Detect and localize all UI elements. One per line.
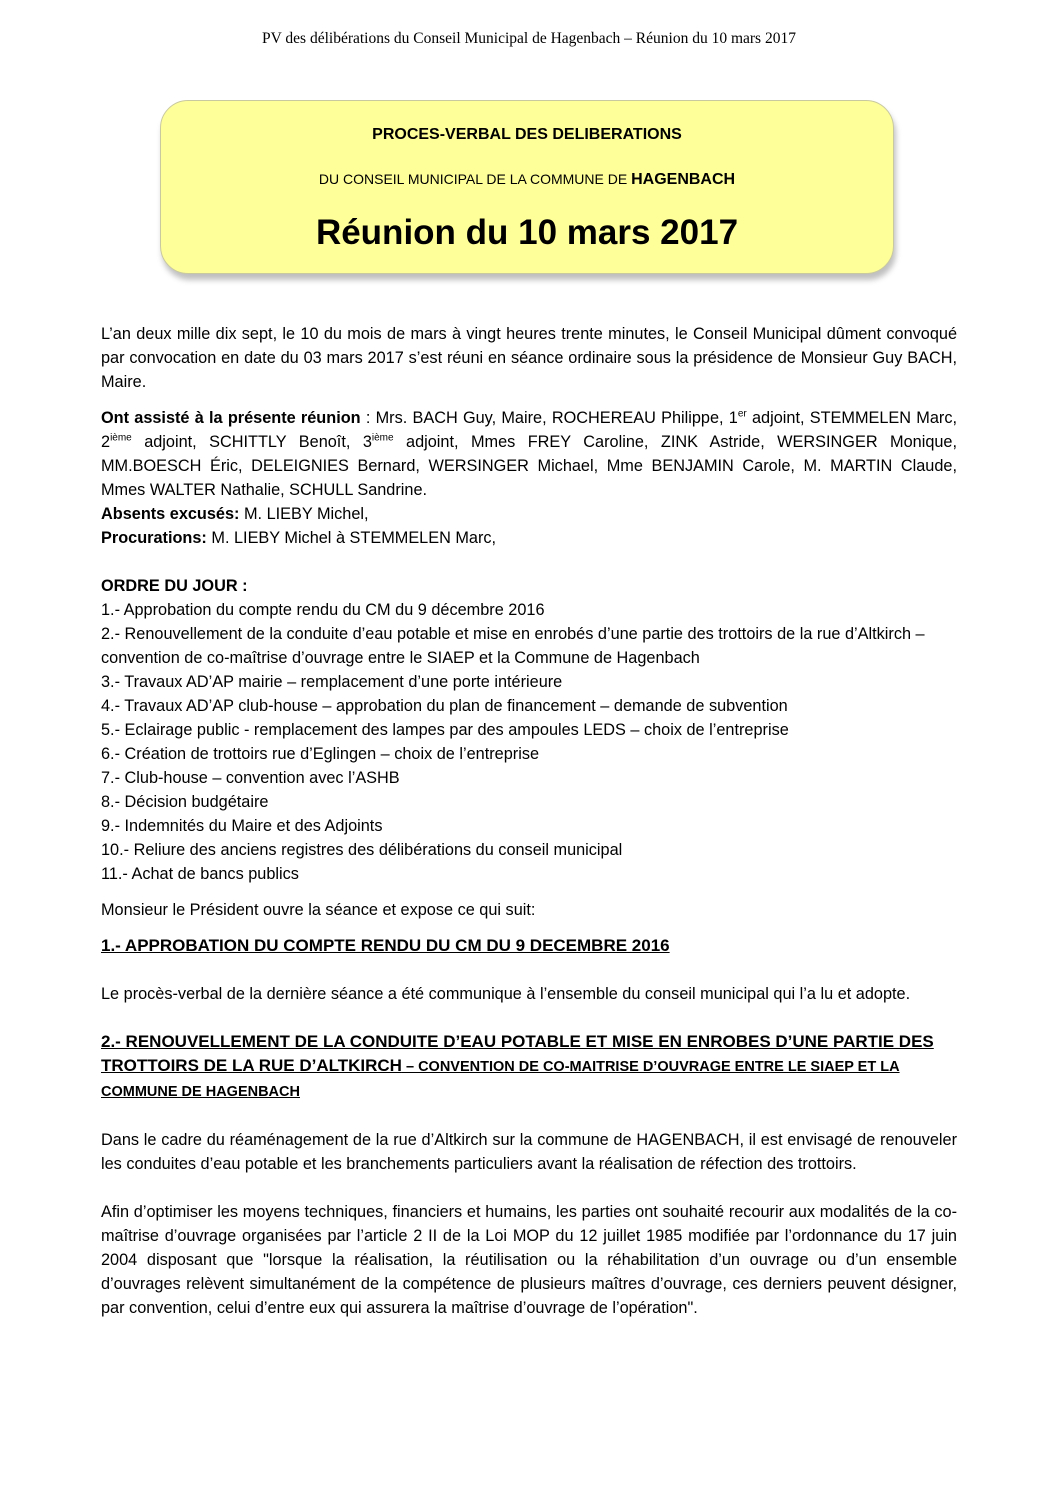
council-subtitle-prefix: DU CONSEIL MUNICIPAL DE LA COMMUNE DE: [318, 171, 632, 187]
agenda-item: 1.- Approbation du compte rendu du CM du 9 décembre 2016: [101, 601, 545, 619]
council-subtitle: [161, 171, 893, 189]
title-box: [160, 100, 894, 274]
section-1-body: Le procès-verbal de la dernière séance a été communique à l’ensemble du conseil municipal qui l’a lu et adopte.: [101, 985, 911, 1003]
absents-line: [101, 502, 957, 526]
agenda-item: 3.- Travaux AD’AP mairie – remplacement d’une porte intérieure: [101, 673, 563, 691]
agenda-item: 9.- Indemnités du Maire et des Adjoints: [101, 817, 383, 835]
absents-label: Absents excusés:: [101, 505, 240, 523]
procurations-label: Procurations:: [101, 529, 207, 547]
ordinal-suffix: er: [737, 408, 747, 420]
attendance-text: : Mrs. BACH Guy, Maire, ROCHEREAU Philippe, 1: [360, 409, 738, 427]
attendance-text: adjoint, SCHITTLY Benoît, 3: [131, 433, 372, 451]
intro-paragraph: L’an deux mille dix sept, le 10 du mois de mars à vingt heures trente minutes, le Conseil Municipal dûment convoqué par convocation en date du 03 mars 2017 s’est réuni en séance ordinaire sous la présidence de Monsieur Guy BACH, Maire.: [101, 325, 957, 391]
agenda-item: 8.- Décision budgétaire: [101, 793, 269, 811]
section-2-heading: [101, 1030, 957, 1104]
absents-value: M. LIEBY Michel,: [239, 505, 369, 523]
agenda-item: 5.- Eclairage public - remplacement des lampes par des ampoules LEDS – choix de l’entreprise: [101, 721, 789, 739]
ordinal-suffix: ième: [110, 432, 132, 444]
agenda-item: 7.- Club-house – convention avec l’ASHB: [101, 769, 400, 787]
agenda-item: 2.- Renouvellement de la conduite d’eau potable et mise en enrobés d’une partie des trottoirs de la rue d’Altkirch – convention de co-maîtrise d’ouvrage entre le SIAEP et la Commune de Hagenbach: [101, 625, 925, 667]
agenda-item: 11.- Achat de bancs publics: [101, 865, 299, 883]
section-2-paragraph: Afin d’optimiser les moyens techniques, financiers et humains, les parties ont souhaité recourir aux modalités de la co-maîtrise d’ouvrage organisées par l’article 2 II de la Loi MOP du 12 juillet 1985 modifiée par l’ordonnance du 17 juin 2004 disposant que "lorsque la réalisation, la réutilisation ou la réhabilitation d’un ouvrage ou d’un ensemble d’ouvrages relèvent simultanément de la compétence de plusieurs maîtres d’ouvrage, ces derniers peuvent désigner, par convention, celui d’entre eux qui assurera la maîtrise d’ouvrage de l’opération".: [101, 1203, 957, 1317]
document-body: [101, 322, 957, 1320]
attendance-label: Ont assisté à la présente réunion: [101, 409, 361, 427]
agenda-title-text: ORDRE DU JOUR :: [101, 577, 248, 595]
section-1-heading: 1.- APPROBATION DU COMPTE RENDU DU CM DU 9 DECEMBRE 2016: [101, 936, 670, 955]
commune-name: HAGENBACH: [631, 171, 736, 188]
meeting-title: Réunion du 10 mars 2017: [315, 213, 739, 252]
agenda-title: [101, 574, 957, 598]
ordinal-suffix: ième: [371, 432, 394, 444]
section-2-paragraph: Dans le cadre du réaménagement de la rue d’Altkirch sur la commune de HAGENBACH, il est envisagé de renouveler les conduites d’eau potable et les branchements particuliers avant la réalisation de réfection des trottoirs.: [101, 1131, 957, 1173]
section-2-heading-main: 2.- RENOUVELLEMENT DE LA CONDUITE D’EAU POTABLE ET MISE EN ENROBES D’UNE PARTIE DES TROTTOIRS DE LA RUE D’ALTKIRCH: [101, 1032, 934, 1075]
agenda-item: 6.- Création de trottoirs rue d’Eglingen – choix de l’entreprise: [101, 745, 540, 763]
running-header: PV des délibérations du Conseil Municipal de Hagenbach – Réunion du 10 mars 2017: [262, 30, 796, 47]
attendance-text: adjoint, Mmes FREY Caroline, ZINK Astride, WERSINGER Monique, MM.BOESCH Éric, DELEIGNIES Bernard, WERSINGER Michael, Mme BENJAMIN Carole, M. MARTIN Claude, Mmes WALTER Nathalie, SCHULL Sandrine.: [101, 433, 958, 499]
attendance-text: adjoint, STEMMELEN Marc, 2: [101, 409, 957, 451]
procurations-line: [101, 526, 957, 550]
document-type-title: PROCES-VERBAL DES DELIBERATIONS: [372, 126, 682, 143]
procurations-value: M. LIEBY Michel à STEMMELEN Marc,: [206, 529, 497, 547]
section-2-heading-sub: – CONVENTION DE CO-MAITRISE D’OUVRAGE ENTRE LE SIAEP ET LA COMMUNE DE HAGENBACH: [101, 1059, 900, 1100]
agenda-item: 10.- Reliure des anciens registres des délibérations du conseil municipal: [101, 841, 623, 859]
attendance-paragraph: [101, 406, 957, 502]
opening-statement: Monsieur le Président ouvre la séance et expose ce qui suit:: [101, 901, 536, 919]
agenda-item: 4.- Travaux AD’AP club-house – approbation du plan de financement – demande de subvention: [101, 697, 788, 715]
